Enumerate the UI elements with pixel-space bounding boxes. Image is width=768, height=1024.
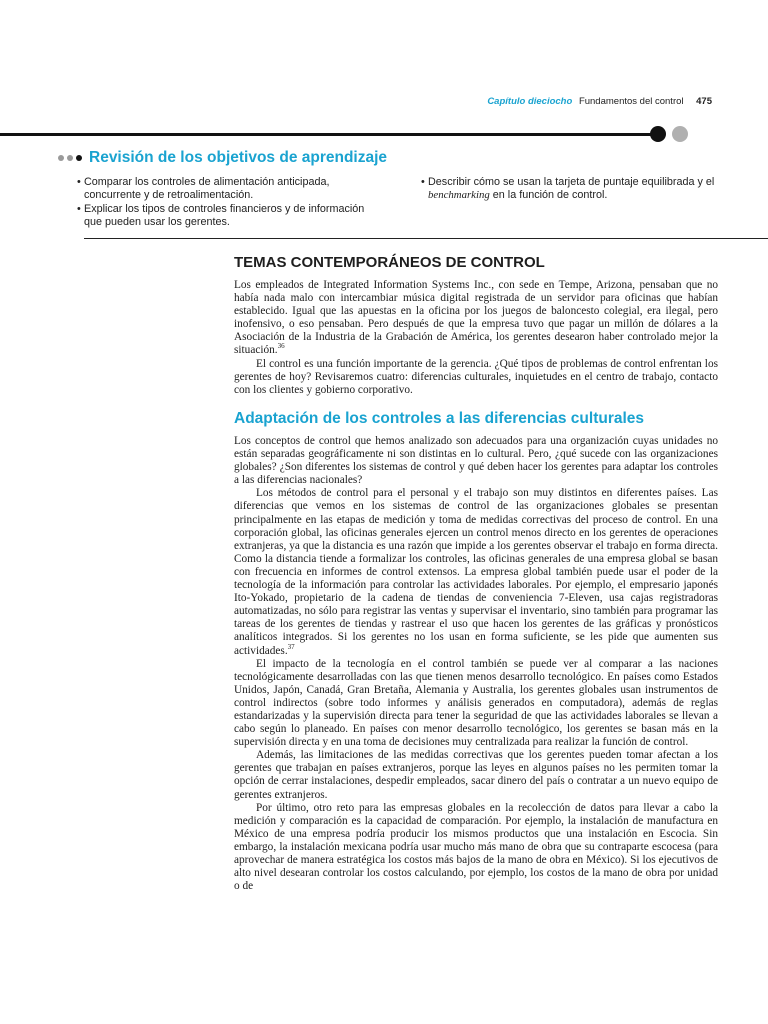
objective-3-text: Describir cómo se usan la tarjeta de puntaje equilibrada y el: [428, 176, 715, 188]
paragraph: Por último, otro reto para las empresas globales en la recolección de datos para llevar a cabo la medición y comparación es la capacidad de comparación. Por ejemplo, la instalación de manufactura en México de una empresa podría producir los mismos productos que una instalación en Escocia. Sin embargo, la instalación mexicana podría usar mucho más mano de obra que su contraparte escocesa (para aprovechar de manera estratégica los costos más bajos de la mano de obra en México). Si los ejecutivos de alto nivel desearan controlar los costos calculando, por ejemplo, los costos de la mano de obra por unidad o de: [234, 801, 718, 893]
section-title: TEMAS CONTEMPORÁNEOS DE CONTROL: [234, 254, 545, 271]
chapter-label: Capítulo dieciocho: [487, 96, 573, 107]
objective-2: • Explicar los tipos de controles financieros y de información que pueden usar los gerentes.: [84, 203, 384, 229]
black-dot-ornament: [650, 126, 666, 142]
objectives-rule: [84, 238, 768, 239]
paragraph: El impacto de la tecnología en el control también se puede ver al comparar a las naciones tecnológicamente desarrolladas con las que tienen menos desarrollo tecnológico. En países como Estados Unidos, Japón, Canadá, Gran Bretaña, Alemania y Australia, los gerentes globales usan instrumentos de control indirectos (sobre todo informes y análisis generados en computadora), además de reglas estandarizadas y la supervisión directa para tener la seguridad de que las actividades laborales se llevan a cabo según lo planeado. En países con menor desarrollo tecnológico, los gerentes se basan más en la supervisión directa y en una toma de decisiones muy centralizada para realizar la función de control.: [234, 657, 718, 749]
running-header: [487, 96, 712, 107]
paragraph: Los empleados de Integrated Information Systems Inc., con sede en Tempe, Arizona, pensaban que no había nada malo con intercambiar música digital registrada de un servidor para oficinas que habían establecido. Igual que las apuestas en la oficina por los juegos de baloncesto colegial, era ilegal, pero inofensivo, o eso pensaban. Pero después de que la empresa tuvo que pagar un millón de dólares a la Asociación de la Industria de la Grabación de América, los gerentes desearon haber controlado mejor la situación.$^{36}$: [234, 279, 718, 357]
bullet-dots-icon: [58, 149, 85, 167]
objective-3-tail: en la función de control.: [492, 189, 608, 201]
page-number: 475: [696, 96, 712, 107]
footnote-ref: 36: [277, 342, 285, 351]
objective-3: [428, 176, 728, 202]
paragraph: El control es una función importante de la gerencia. ¿Qué tipos de problemas de control enfrentan los gerentes de hoy? Revisaremos cuatro: diferencias culturales, inquietudes en el centro de trabajo, contacto con los clientes y gobierno corporativo.: [234, 357, 718, 396]
chapter-topic: Fundamentos del control: [578, 96, 684, 107]
subsection-body: [234, 435, 718, 893]
subsection-title: Adaptación de los controles a las diferencias culturales: [234, 410, 645, 427]
review-title: Revisión de los objetivos de aprendizaje: [89, 149, 388, 166]
section-intro: [234, 279, 718, 397]
paragraph: Los conceptos de control que hemos analizado son adecuados para una organización cuyas unidades no están separadas geográficamente ni son distintas en lo cultural. Pero, ¿qué sucede con las organizaciones globales? ¿Son diferentes los sistemas de control y qué deben hacer los gerentes para adaptar los controles a las diferencias nacionales?: [234, 435, 718, 487]
objective-1: • Comparar los controles de alimentación anticipada, concurrente y de retroalimentación.: [84, 176, 384, 202]
paragraph: Los métodos de control para el personal y el trabajo son muy distintos en diferentes países. Las diferencias que vemos en los sistemas de control de las organizaciones globales se presentan principalmente en las etapas de medición y toma de medidas correctivas del proceso de control. En una corporación global, las oficinas generales ejercen un control menos directo en los gerentes de operaciones extranjeras, ya que la distancia es una razón que impide a los gerentes observar el trabajo en forma directa. Como la distancia tiende a formalizar los controles, las oficinas generales de una empresa global se basan con frecuencia en informes de control extensos. La empresa global también puede usar el poder de la tecnología de la información para controlar las actividades laborales. Por ejemplo, el empresario japonés Ito-Yokado, propietario de la cadena de tiendas de conveniencia 7-Eleven, usa cajas registradoras automatizadas, no sólo para registrar las ventas y supervisar el inventario, sino también para programar las tareas de los gerentes de tiendas y rastrear el uso que hacen los gerentes de las gráficas y pronósticos analíticos integrados. Si los gerentes no los usan en forma suficiente, se les pide que aumenten sus actividades.$^{37}$: [234, 487, 718, 657]
review-heading: [58, 149, 387, 167]
objective-3-emphasis: benchmarking: [428, 189, 490, 201]
paragraph: Además, las limitaciones de las medidas correctivas que los gerentes pueden tomar afectan a los gerentes que trabajan en países extranjeros, porque las leyes en algunos países no les permiten tomar la opción de cerrar instalaciones, despedir empleados, sacar dinero del país o contratar a un nuevo equipo de gerentes extranjeros.: [234, 749, 718, 801]
footnote-ref: 37: [287, 642, 295, 651]
grey-dot-ornament: [672, 126, 688, 142]
header-rule: [0, 133, 655, 136]
